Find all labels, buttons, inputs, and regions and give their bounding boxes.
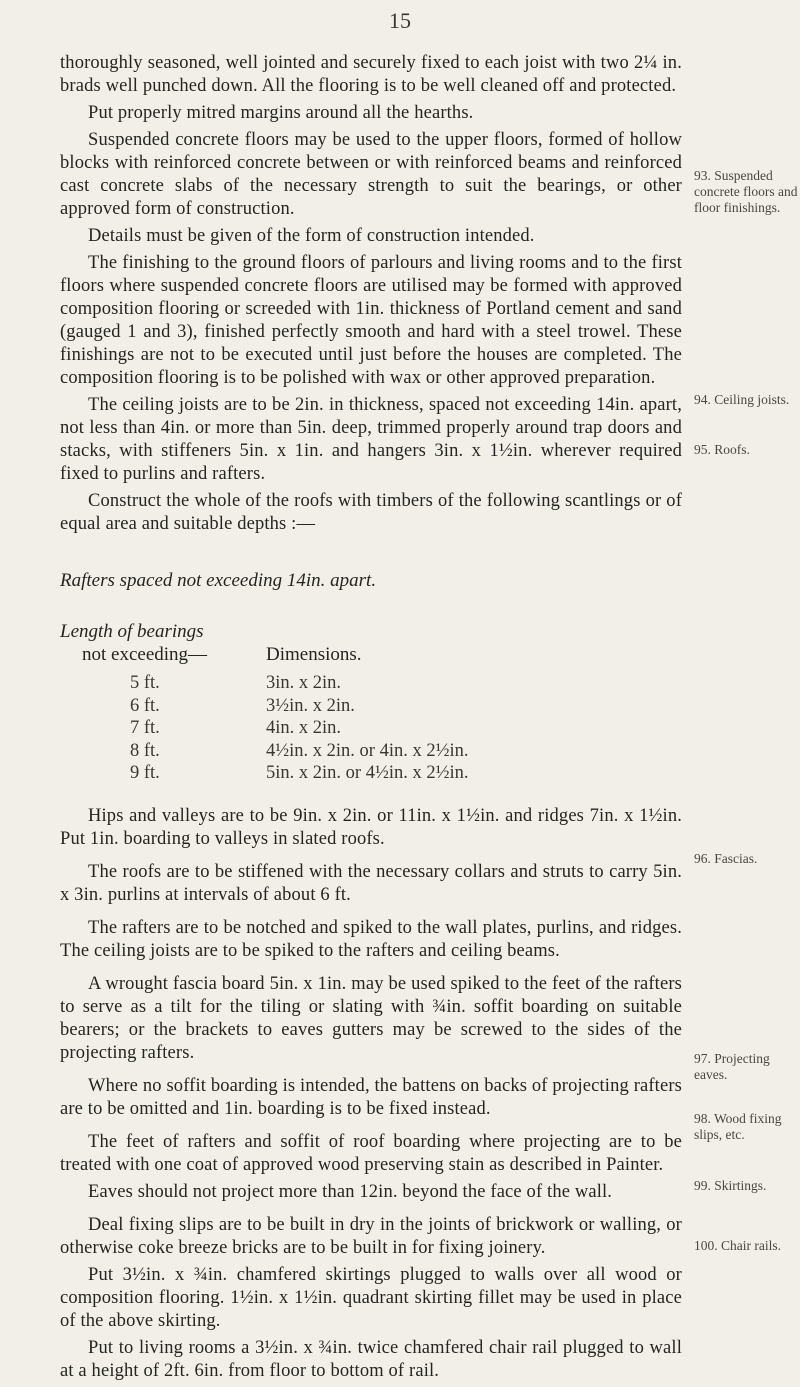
paragraph: Deal fixing slips are to be built in dry in the joints of brickwork or walling, or otherwise coke breeze bricks are to be built in for fixing joinery. <box>60 1214 682 1258</box>
margin-note: 94. Ceiling joists. <box>694 392 790 407</box>
rafters-spacing-line: Rafters spaced not exceeding 14in. apart. <box>60 570 377 591</box>
paragraph: Hips and valleys are to be 9in. x 2in. or 11in. x 1½in. and ridges 7in. x 1½in. Put 1in. boarding to valleys in slated roofs. <box>60 805 682 849</box>
length-cell: 7 ft. <box>130 718 160 738</box>
table-row <box>60 762 682 785</box>
table-row <box>60 672 682 695</box>
paragraph: Construct the whole of the roofs with timbers of the following scantlings or of equal area and suitable depths :— <box>60 491 682 534</box>
body-text <box>60 52 682 1387</box>
paragraph: Put properly mitred margins around all the hearths. <box>88 103 474 123</box>
margin-note: 97. Projecting eaves. <box>694 1051 770 1082</box>
length-cell: 8 ft. <box>130 740 160 761</box>
paragraph: Details must be given of the form of construction intended. <box>88 226 535 246</box>
dimension-cell: 3½in. x 2in. <box>266 695 355 716</box>
paragraph: thoroughly seasoned, well jointed and securely fixed to each joist with two 2¼ in. brads well punched down. All the flooring is to be well cleaned off and protected. <box>60 53 682 96</box>
paragraph: Eaves should not project more than 12in. beyond the face of the wall. <box>88 1181 613 1202</box>
paragraph: Where no soffit boarding is intended, the battens on backs of projecting rafters are to be omitted and 1in. boarding is to be fixed instead. <box>60 1075 682 1119</box>
dimension-cell: 3in. x 2in. <box>266 673 342 693</box>
margin-note: 98. Wood fixing slips, etc. <box>694 1111 782 1142</box>
paragraph: The finishing to the ground floors of parlours and living rooms and to the first floors where suspended concrete floors are utilised may be formed with approved composition flooring or screeded with 1in. thickness of Portland cement and sand (gauged 1 and 3), finished perfectly smooth and hard with a steel trowel. These finishings are not to be executed until just before the houses are completed. The composition flooring is to be polished with wax or other approved preparation. <box>60 253 682 388</box>
length-cell: 9 ft. <box>130 763 160 783</box>
margin-note: 96. Fascias. <box>694 851 758 866</box>
paragraph: The ceiling joists are to be 2in. in thickness, spaced not exceeding 14in. apart, not less than 4in. or more than 5in. deep, trimmed properly around trap doors and stacks, with stiffeners 5in. x 1in. and hangers 3in. x 1½in. wherever required fixed to purlins and rafters. <box>60 395 682 484</box>
length-cell: 5 ft. <box>130 673 160 693</box>
dimension-cell: 4in. x 2in. <box>266 718 342 738</box>
dimension-cell: 5in. x 2in. or 4½in. x 2½in. <box>266 763 469 783</box>
table-heading: Length of bearings <box>60 621 204 642</box>
table-row <box>60 695 682 718</box>
paragraph: A wrought fascia board 5in. x 1in. may be used spiked to the feet of the rafters to serve as a tilt for the tiling or slating with ¾in. soffit boarding on suitable bearers; or the brackets to eaves gutters may be screwed to the sides of the projecting rafters. <box>60 973 682 1063</box>
paragraph: The roofs are to be stiffened with the necessary collars and struts to carry 5in. x 3in. purlins at intervals of about 6 ft. <box>60 861 682 905</box>
margin-note: 99. Skirtings. <box>694 1178 767 1193</box>
table-row <box>60 717 682 740</box>
table-subheading <box>60 643 682 666</box>
margin-note: 93. Suspended concrete floors and floor finishings. <box>694 168 798 215</box>
paragraph: Put 3½in. x ¾in. chamfered skirtings plugged to walls over all wood or composition flooring. 1½in. x 1½in. quadrant skirting fillet may be used in place of the above skirting. <box>60 1264 682 1331</box>
dimension-cell: 4½in. x 2in. or 4in. x 2½in. <box>266 740 469 761</box>
length-cell: 6 ft. <box>130 695 160 716</box>
margin-note: 100. Chair rails. <box>694 1238 781 1253</box>
margin-note: 95. Roofs. <box>694 442 750 457</box>
scantlings-table <box>60 620 682 785</box>
length-column-header: not exceeding— <box>82 644 208 665</box>
paragraph: Suspended concrete floors may be used to the upper floors, formed of hollow blocks with reinforced concrete between or with reinforced beams and reinforced cast concrete slabs of the necessary strength to suit the bearings, or other approved form of construction. <box>60 130 682 219</box>
table-row <box>60 740 682 763</box>
paragraph: The rafters are to be notched and spiked to the wall plates, purlins, and ridges. The ceiling joists are to be spiked to the rafters and ceiling beams. <box>60 917 682 961</box>
paragraph: Put to living rooms a 3½in. x ¾in. twice chamfered chair rail plugged to wall at a height of 2ft. 6in. from floor to bottom of rail. <box>60 1337 682 1381</box>
page-number: 15 <box>389 8 411 33</box>
dimensions-column-header: Dimensions. <box>266 644 362 665</box>
paragraph: The feet of rafters and soffit of roof boarding where projecting are to be treated with one coat of approved wood preserving stain as described in Painter. <box>60 1131 682 1175</box>
